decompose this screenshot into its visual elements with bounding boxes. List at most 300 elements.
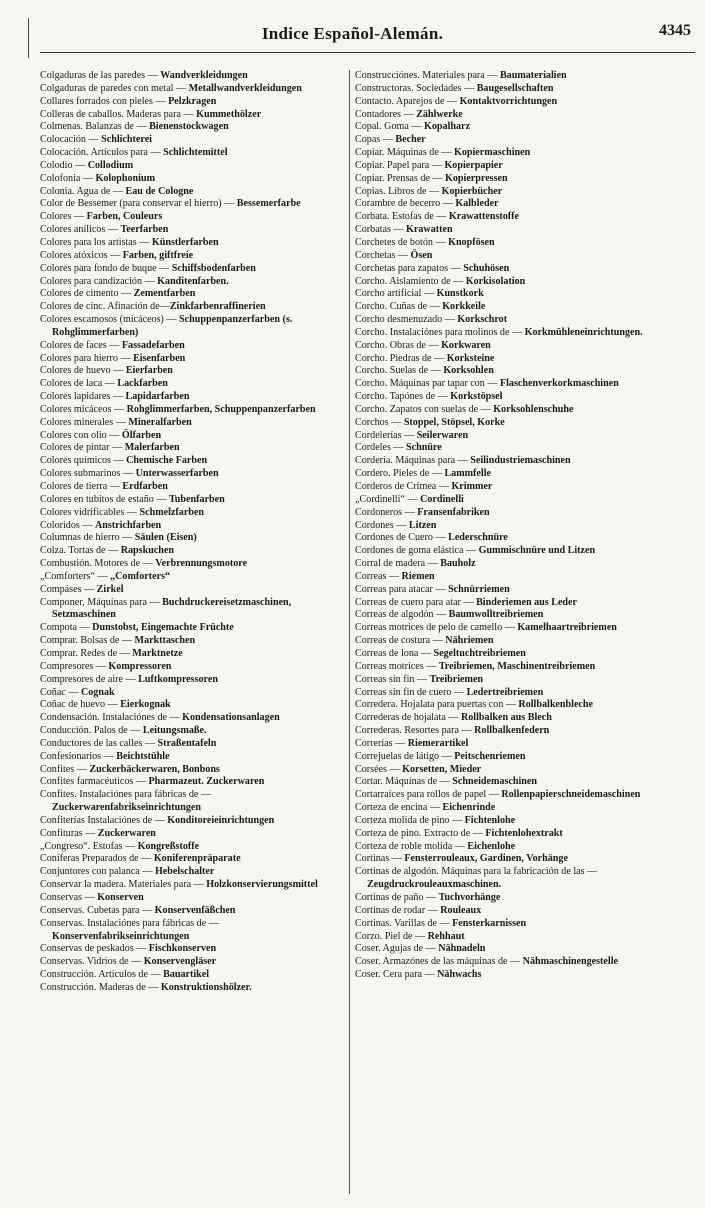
- spanish-term: Colores de tierra: [40, 481, 108, 492]
- spanish-term: Copas: [355, 134, 381, 146]
- entry-dash: —: [450, 262, 461, 274]
- spanish-term: Colodio: [40, 159, 73, 171]
- index-entry: [355, 507, 667, 520]
- german-term: Kamelhaartreibriemen: [517, 622, 617, 634]
- entry-dash: —: [131, 956, 142, 968]
- german-term: Fransenfabriken: [417, 506, 490, 518]
- index-entry: [355, 198, 667, 211]
- spanish-term: Cortinas: [355, 853, 390, 865]
- spanish-term: Colores de cimento: [40, 288, 119, 300]
- index-entry: [40, 301, 352, 314]
- spanish-term: Corchetas: [355, 249, 396, 261]
- index-entry: [355, 609, 667, 622]
- page-title: Indice Español-Alemán.: [261, 24, 444, 43]
- german-term: Zuckerwaren: [97, 827, 156, 839]
- spanish-term: Cordones de Cuero: [355, 532, 433, 544]
- index-entry: [40, 507, 352, 520]
- spanish-term: Correas sin fin: [355, 673, 415, 685]
- index-entry: [40, 237, 352, 250]
- entry-dash: —: [120, 352, 131, 364]
- entry-dash: —: [464, 82, 475, 94]
- index-entry: [355, 776, 667, 789]
- entry-dash: —: [73, 211, 85, 223]
- index-entry: [355, 751, 667, 764]
- spanish-term: Cortinas de rodar: [355, 904, 426, 916]
- entry-dash: —: [144, 275, 155, 287]
- german-term: Rollbalkenbleche: [518, 699, 593, 711]
- german-term: Fischkonserven: [148, 943, 217, 955]
- german-term: Fensterkarnissen: [452, 917, 527, 929]
- german-term: Gummischnüre und Litzen: [478, 545, 596, 557]
- index-entry: [355, 532, 667, 545]
- entry-dash: —: [113, 455, 124, 467]
- spanish-term: Correas de cuero para atar: [355, 596, 461, 608]
- entry-dash: —: [104, 378, 115, 390]
- german-term: Rapskuchen: [120, 545, 174, 557]
- entry-dash: —: [510, 956, 521, 968]
- entry-dash: —: [155, 95, 166, 107]
- spanish-term: Conjuntores con palanca: [40, 866, 140, 878]
- entry-dash: —: [435, 532, 446, 544]
- index-entry: [355, 969, 667, 982]
- spanish-term: Conservas. Vidrios de: [40, 956, 129, 968]
- spanish-term: Colgaduras de las paredes: [40, 70, 146, 81]
- index-entry: [355, 147, 667, 160]
- entry-dash: —: [438, 481, 449, 492]
- spanish-term: Correas para atacar: [355, 583, 433, 595]
- german-term: Pharmazeut. Zuckerwaren: [148, 776, 265, 788]
- german-term: Bauholz: [440, 558, 476, 570]
- spanish-term: Coloridos: [40, 519, 80, 531]
- spanish-term: Coníferas Preparados de: [40, 853, 139, 865]
- spanish-term: Colores de laca: [40, 378, 103, 390]
- german-term: Treibriemen, Maschinentreibriemen: [438, 660, 596, 672]
- entry-dash: —: [432, 635, 443, 647]
- german-term: Koniferenpräparate: [153, 853, 241, 865]
- index-entry: [40, 841, 352, 854]
- entry-dash: —: [511, 326, 523, 338]
- german-term: Baumaterialien: [499, 70, 567, 81]
- german-term: Unterwasserfarben: [135, 468, 219, 480]
- index-entry: [355, 327, 667, 340]
- index-entry: [40, 186, 352, 199]
- index-entry: [40, 828, 352, 841]
- spanish-term: Conservar la madera. Materiales para: [40, 879, 192, 891]
- index-entry: [40, 404, 352, 417]
- spanish-term: Conservas. Cubetas para: [40, 904, 140, 916]
- index-entry: [355, 211, 667, 224]
- german-term: Bauartikel: [163, 969, 210, 981]
- spanish-term: Coñac: [40, 686, 66, 698]
- entry-dash: —: [183, 108, 194, 120]
- spanish-term: Copias. Libros de: [355, 185, 427, 197]
- spanish-term: Copal. Goma: [355, 121, 409, 133]
- spanish-term: Corteza de pino. Extracto de: [355, 827, 471, 839]
- entry-dash: —: [156, 493, 167, 505]
- index-entry: [40, 661, 352, 674]
- entry-dash: —: [434, 352, 445, 364]
- index-entry: [355, 584, 667, 597]
- index-entry: [355, 699, 667, 712]
- index-entry: [355, 288, 667, 301]
- spanish-term: Confites. Instalaciónes para fábricas de: [40, 789, 199, 801]
- index-entry: [40, 584, 352, 597]
- entry-dash: —: [110, 249, 121, 261]
- entry-dash: —: [442, 198, 453, 210]
- spanish-term: Corteza de roble molida: [355, 840, 453, 852]
- entry-dash: —: [407, 493, 418, 505]
- german-term: Konservenfäßchen: [154, 904, 236, 916]
- spanish-term: Corcho. Instalaciónes para molinos de: [355, 326, 510, 338]
- index-entry: [355, 520, 667, 533]
- entry-dash: —: [426, 660, 437, 672]
- spanish-term: Cortarraíces para rollos de papel: [355, 789, 487, 801]
- index-entry: [355, 455, 667, 468]
- entry-dash: —: [420, 647, 431, 659]
- german-term: Kolophonium: [95, 172, 155, 184]
- index-entry: [355, 468, 667, 481]
- spanish-term: Conductores de las calles: [40, 737, 143, 749]
- index-entry: [355, 789, 667, 802]
- german-term: Zirkel: [96, 583, 124, 595]
- index-entry: [40, 314, 352, 340]
- german-term: Farben, giftfreie: [122, 249, 194, 261]
- german-term: Kalbleder: [455, 198, 499, 210]
- german-term: Ölfarben: [121, 429, 162, 441]
- german-term: Eierfarben: [125, 365, 173, 377]
- german-term: Lammfelle: [444, 468, 491, 480]
- index-entry: [355, 571, 667, 584]
- index-entry: [40, 674, 352, 687]
- german-term: Baumwolltreibriemen: [448, 609, 544, 621]
- index-entry: [40, 969, 352, 982]
- index-entry: [40, 558, 352, 571]
- index-entry: [355, 674, 667, 687]
- column-divider: [349, 70, 350, 1194]
- index-entry: [355, 353, 667, 366]
- index-entry: [355, 430, 667, 443]
- index-entry: [40, 789, 352, 815]
- index-entry: [40, 764, 352, 777]
- index-entry: [355, 648, 667, 661]
- entry-dash: —: [504, 622, 515, 634]
- entry-dash: —: [439, 776, 450, 788]
- german-term: Schiffsbodenfarben: [171, 262, 256, 274]
- index-entry: [355, 764, 667, 777]
- german-term: Stoppel, Stöpsel, Korke: [403, 416, 505, 428]
- spanish-term: Conducción. Palos de: [40, 725, 128, 737]
- entry-dash: —: [427, 904, 438, 916]
- index-entry: [355, 828, 667, 841]
- spanish-term: Corambre de becerro: [355, 198, 441, 210]
- index-entry: [355, 802, 667, 815]
- spanish-term: Correas: [355, 570, 387, 582]
- index-entry: [40, 648, 352, 661]
- entry-dash: —: [391, 853, 402, 865]
- spanish-term: Correas de algodón: [355, 609, 434, 621]
- entry-dash: —: [130, 725, 141, 737]
- spanish-term: Confesionarios: [40, 750, 102, 762]
- index-entry: [40, 417, 352, 430]
- entry-dash: —: [88, 134, 99, 146]
- entry-dash: —: [109, 429, 120, 441]
- spanish-term: Compresores de aire: [40, 673, 123, 685]
- entry-dash: —: [429, 185, 440, 197]
- entry-dash: —: [200, 789, 211, 801]
- entry-dash: —: [436, 211, 447, 223]
- german-term: Riemen: [401, 570, 435, 582]
- index-entry: [40, 571, 352, 584]
- german-term: Seilindustriemaschinen: [470, 455, 571, 467]
- entry-dash: —: [135, 776, 146, 788]
- german-term: Lackfarben: [117, 378, 168, 390]
- spanish-term: Colores en tubitos de estaño: [40, 493, 154, 505]
- spanish-term: Corral de madera: [355, 558, 426, 570]
- german-term: Säulen (Eisen): [134, 532, 197, 544]
- german-term: Schlichtemittel: [163, 147, 228, 159]
- german-term: Kopierpressen: [445, 172, 508, 184]
- german-term: Konditoreieinrichtungen: [167, 814, 275, 826]
- index-entry: [355, 378, 667, 391]
- entry-dash: —: [480, 403, 491, 415]
- german-term: Nähwachs: [437, 969, 482, 981]
- entry-dash: —: [488, 789, 499, 801]
- entry-dash: —: [389, 763, 400, 775]
- index-entry: [355, 481, 667, 494]
- entry-dash: —: [147, 70, 158, 81]
- entry-dash: —: [446, 95, 458, 107]
- spanish-term: Colleras de caballos. Maderas para: [40, 108, 181, 120]
- german-term: Binderiemen aus Leder: [476, 596, 578, 608]
- german-term: Dunstobst, Eingemachte Früchte: [92, 622, 234, 634]
- spanish-term: Coser. Agujas de: [355, 943, 424, 955]
- index-entry: [40, 982, 352, 995]
- index-entry: [40, 263, 352, 276]
- entry-dash: —: [76, 763, 87, 775]
- entry-dash: —: [395, 737, 406, 749]
- german-term: Eichenrinde: [442, 802, 496, 814]
- german-term: Schnüre: [406, 442, 442, 454]
- german-term: Schneidemaschinen: [452, 776, 537, 788]
- index-entry: [355, 365, 667, 378]
- spanish-term: Corzo. Piel de: [355, 930, 413, 942]
- entry-dash: —: [136, 943, 147, 955]
- german-term: Flaschenverkorkmaschinen: [499, 378, 619, 390]
- spanish-term: Corchetas para zapatos: [355, 262, 449, 274]
- entry-dash: —: [391, 416, 402, 428]
- entry-dash: —: [84, 892, 95, 903]
- spanish-term: Coñac de huevo: [40, 699, 106, 711]
- spanish-term: Corcho. Obras de: [355, 339, 426, 351]
- index-entry: [40, 622, 352, 635]
- entry-dash: —: [142, 904, 153, 916]
- entry-dash: —: [142, 558, 153, 570]
- german-term: „Comforters“: [110, 570, 171, 582]
- entry-dash: —: [107, 224, 118, 236]
- spanish-term: Correjuelas de látigo: [355, 750, 440, 762]
- spanish-term: Cordería. Máquinas para: [355, 455, 456, 467]
- index-entry: [40, 905, 352, 918]
- spanish-term: Colores para los artistas: [40, 236, 137, 248]
- entry-dash: —: [79, 622, 90, 634]
- entry-dash: —: [431, 468, 442, 480]
- german-term: Kopiermaschinen: [453, 147, 531, 159]
- index-entry: [355, 892, 667, 905]
- german-term: Konservengläser: [143, 956, 217, 968]
- german-term: Zuckerbäckerwaren, Bonbons: [89, 763, 220, 775]
- spanish-term: Condensación. Instalaciónes de: [40, 712, 167, 724]
- index-entry: [355, 866, 667, 892]
- spanish-term: Contadores: [355, 108, 401, 120]
- german-term: Tubenfarben: [168, 493, 225, 505]
- index-entry: [40, 532, 352, 545]
- spanish-term: Corcho. Suelas de: [355, 365, 429, 377]
- spanish-term: Coser. Cera para: [355, 969, 422, 981]
- entry-dash: —: [112, 391, 123, 403]
- spanish-term: Colores anílicos: [40, 224, 106, 236]
- entry-dash: —: [114, 403, 125, 415]
- entry-dash: —: [411, 121, 422, 133]
- entry-dash: —: [453, 275, 464, 287]
- spanish-term: „Comforters“: [40, 570, 95, 582]
- spanish-term: Cortinas. Varillas de: [355, 917, 437, 929]
- spanish-term: Correas motrices: [355, 660, 424, 672]
- entry-dash: —: [148, 981, 159, 993]
- spanish-term: Correderas de hojalata: [355, 712, 446, 724]
- german-term: Straßentafeln: [157, 737, 217, 749]
- entry-dash: —: [144, 737, 155, 749]
- german-term: Krimmer: [451, 481, 493, 492]
- entry-dash: —: [208, 917, 219, 929]
- entry-dash: —: [166, 314, 177, 326]
- index-entry: [40, 134, 352, 147]
- index-entry: [355, 404, 667, 417]
- spanish-term: Contacto. Aparejos de: [355, 95, 445, 107]
- entry-dash: —: [121, 635, 132, 647]
- spanish-term: Corteza de encina: [355, 802, 428, 814]
- index-entry: [40, 173, 352, 186]
- entry-dash: —: [149, 596, 160, 608]
- german-term: Kontaktvorrichtungen: [459, 95, 558, 107]
- spanish-term: Colofonia: [40, 172, 81, 184]
- index-entry: [355, 943, 667, 956]
- german-term: Künstlerfarben: [151, 236, 219, 248]
- header-divider: [40, 52, 695, 53]
- entry-dash: —: [432, 172, 443, 184]
- spanish-term: Copiar. Prensas de: [355, 172, 430, 184]
- spanish-term: Cortar. Máquinas de: [355, 776, 438, 788]
- index-entry: [355, 301, 667, 314]
- german-term: Korkkeile: [442, 301, 486, 313]
- index-entry: [355, 70, 667, 83]
- entry-dash: —: [404, 429, 415, 441]
- index-entry: [40, 121, 352, 134]
- entry-dash: —: [68, 686, 79, 698]
- index-entry: [40, 468, 352, 481]
- spanish-term: Cordelerías: [355, 429, 402, 441]
- entry-dash: —: [382, 134, 393, 146]
- spanish-term: Corcho. Aislamiento de: [355, 275, 451, 287]
- entry-dash: —: [150, 969, 161, 981]
- index-entry: [40, 365, 352, 378]
- entry-dash: —: [112, 442, 123, 454]
- index-entry: [355, 725, 667, 738]
- german-term: Erdfarben: [122, 481, 168, 492]
- spanish-term: Colores con olio: [40, 429, 107, 441]
- entry-dash: —: [115, 416, 126, 428]
- entry-dash: —: [587, 866, 598, 878]
- german-term: Schnürriemen: [448, 583, 510, 595]
- entry-dash: —: [454, 840, 465, 852]
- spanish-term: Corchos: [355, 416, 389, 428]
- index-entry: [355, 442, 667, 455]
- spanish-term: Colores lapidares: [40, 391, 111, 403]
- german-term: Rollenpapierschneidemaschinen: [501, 789, 641, 801]
- index-entry: [40, 211, 352, 224]
- german-term: Kanditenfarben.: [157, 275, 229, 287]
- spanish-term: Comprar. Redes de: [40, 647, 118, 659]
- german-term: Verbrennungsmotore: [155, 558, 248, 570]
- index-entry: [40, 147, 352, 160]
- index-entry: [40, 340, 352, 353]
- german-term: Krawatten: [406, 224, 453, 236]
- entry-dash: —: [429, 802, 440, 814]
- right-index-column: [355, 70, 667, 982]
- index-entry: [355, 391, 667, 404]
- entry-dash: —: [112, 185, 123, 197]
- entry-dash: —: [224, 198, 235, 210]
- index-entry: [40, 725, 352, 738]
- spanish-term: Colores de cinc. Afinación de: [40, 301, 160, 313]
- entry-dash: —: [393, 224, 404, 236]
- entry-dash: —: [472, 827, 483, 839]
- index-entry: [355, 417, 667, 430]
- german-term: Fichtenlohextrakt: [485, 827, 563, 839]
- entry-dash: —: [466, 545, 477, 557]
- spanish-term: Colores submarinos: [40, 468, 121, 480]
- german-term: Teerfarben: [120, 224, 169, 236]
- entry-dash: —: [453, 686, 465, 698]
- spanish-term: Corcho desmenuzado: [355, 314, 443, 326]
- index-entry: [40, 520, 352, 533]
- german-term: Korsetten, Mieder: [402, 763, 482, 775]
- spanish-term: Colores vidrificables: [40, 506, 125, 518]
- german-term: Rollbalken aus Blech: [460, 712, 552, 724]
- entry-dash: —: [139, 236, 150, 248]
- entry-dash: —: [113, 365, 124, 377]
- entry-dash: —: [436, 609, 447, 621]
- index-entry: [355, 841, 667, 854]
- german-term: Seilerwaren: [416, 429, 469, 441]
- spanish-term: Corbata. Estofas de: [355, 211, 434, 223]
- index-entry: [40, 712, 352, 725]
- entry-dash: —: [505, 699, 516, 711]
- index-entry: [40, 391, 352, 404]
- german-term: Bienenstockwagen: [149, 121, 229, 133]
- spanish-term: Columnas de hierro: [40, 532, 120, 544]
- german-term: Wandverkleidungen: [160, 70, 248, 81]
- entry-dash: —: [461, 725, 472, 737]
- index-entry: [355, 340, 667, 353]
- index-entry: [40, 699, 352, 712]
- german-term: Korksohlenschuhe: [493, 403, 574, 415]
- spanish-term: Copiar. Papel para: [355, 159, 430, 171]
- entry-dash: —: [125, 673, 136, 685]
- entry-dash: —: [404, 506, 415, 518]
- german-term: Bessemerfarbe: [236, 198, 301, 210]
- entry-dash: —: [126, 506, 137, 518]
- index-entry: [40, 635, 352, 648]
